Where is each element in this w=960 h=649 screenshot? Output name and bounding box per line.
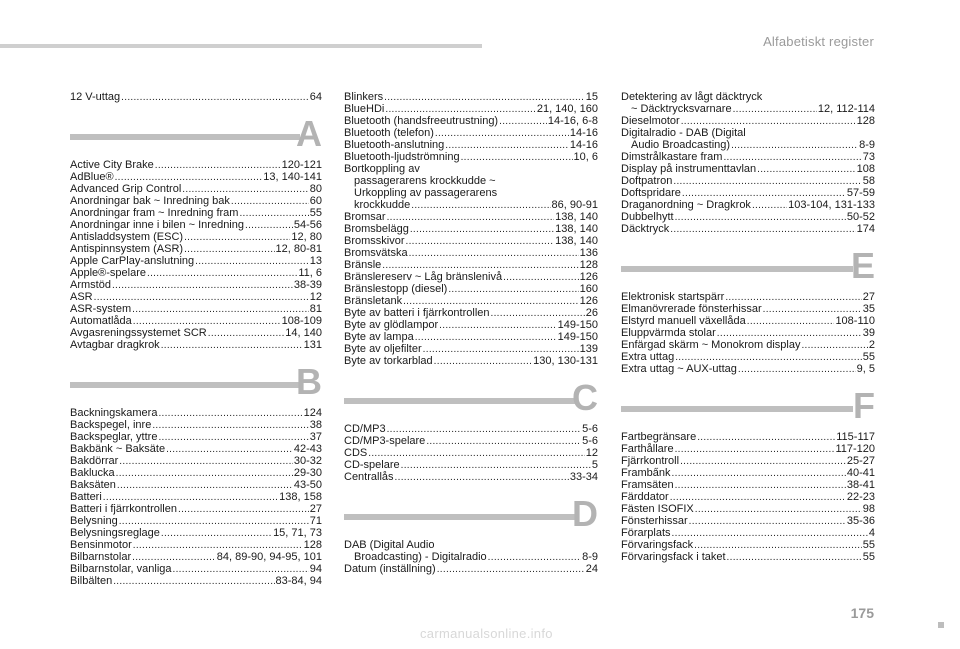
dot-leader bbox=[801, 341, 867, 352]
dot-leader bbox=[387, 213, 555, 224]
index-entry bbox=[344, 424, 598, 436]
index-entry-pages: 38 bbox=[309, 419, 322, 431]
index-entry-pages: 30-32 bbox=[293, 455, 322, 467]
index-entry bbox=[344, 248, 598, 260]
index-entry-pages: 12 bbox=[585, 446, 598, 459]
index-entry-pages: 12 bbox=[309, 291, 322, 303]
index-entry-pages: 138, 140 bbox=[555, 222, 598, 235]
corner-mark bbox=[938, 622, 944, 628]
index-entry bbox=[344, 212, 598, 224]
index-entry bbox=[344, 224, 598, 236]
index-entry-term: Extra uttag ~ AUX-uttag bbox=[621, 362, 737, 375]
index-entry-term: Färddator bbox=[621, 490, 669, 503]
dot-leader bbox=[245, 221, 293, 232]
section-heading-f: F bbox=[621, 384, 875, 428]
index-entry-term: Fartbegränsare bbox=[621, 430, 697, 443]
dot-leader bbox=[689, 517, 846, 528]
index-entry-pages: 115-117 bbox=[836, 430, 875, 443]
index-entry-term: Bakbänk ~ Baksäte bbox=[70, 443, 166, 455]
page-header-title: Alfabetiskt register bbox=[763, 34, 874, 49]
index-entry bbox=[621, 328, 875, 340]
index-entry-pages: 98 bbox=[862, 502, 875, 515]
dot-leader bbox=[161, 529, 272, 540]
index-entry-pages: 55 bbox=[309, 207, 322, 219]
index-entry-term: Bluetooth (telefon) bbox=[344, 127, 434, 139]
index-entry bbox=[621, 552, 875, 564]
index-entry-term: Bromsskivor bbox=[344, 234, 405, 247]
index-entry bbox=[621, 200, 875, 212]
index-entry-pages: 4 bbox=[868, 526, 875, 539]
dot-leader bbox=[401, 461, 591, 472]
index-entry-term: Anordningar bak ~ Inredning bak bbox=[70, 195, 230, 207]
index-entry-term: Bromsbelägg bbox=[344, 222, 409, 235]
index-entry-term: Anordningar fram ~ Inredning fram bbox=[70, 207, 239, 219]
index-entry-pages: 55 bbox=[862, 550, 875, 563]
index-entry-pages: 149-150 bbox=[557, 318, 598, 331]
dot-leader bbox=[158, 433, 308, 444]
dot-leader bbox=[410, 225, 554, 236]
index-entry-term: Dieselmotor bbox=[621, 114, 680, 127]
index-entry-pages: 12, 80-81 bbox=[275, 243, 322, 255]
watermark: carmanualsonline.info bbox=[420, 626, 553, 641]
index-entry-term: Förvaringsfack bbox=[621, 538, 694, 551]
index-entry-term: Datum (inställning) bbox=[344, 562, 436, 575]
index-entry bbox=[344, 436, 598, 448]
index-entry-term: Extra uttag bbox=[621, 350, 675, 363]
index-entry-term: Bränsle bbox=[344, 258, 382, 271]
index-entry-term: Bränslereserv ~ Låg bränslenivå bbox=[344, 270, 503, 283]
index-entry-pages: 80 bbox=[309, 183, 322, 195]
index-entry-term: Byte av glödlampor bbox=[344, 318, 439, 331]
index-entry-pages: 35 bbox=[862, 302, 875, 315]
index-entry bbox=[344, 564, 598, 576]
dot-leader bbox=[675, 481, 846, 492]
index-entry-pages: 14-16 bbox=[569, 127, 598, 139]
index-entry-term: Armstöd bbox=[70, 279, 111, 291]
index-entry bbox=[344, 344, 598, 356]
dot-leader bbox=[184, 245, 274, 256]
dot-leader bbox=[195, 257, 309, 268]
index-column-3 bbox=[621, 92, 875, 564]
index-entry-pages: 126 bbox=[579, 270, 598, 283]
dot-leader bbox=[738, 365, 856, 376]
index-entry-pages: 27 bbox=[309, 503, 322, 515]
index-entry-term: Bilbarnstolar bbox=[70, 551, 132, 563]
index-entry-term: Däcktryck bbox=[621, 222, 670, 235]
index-entry-pages: 15 bbox=[585, 91, 598, 103]
dot-leader bbox=[675, 445, 835, 456]
index-entry-pages: 29-30 bbox=[293, 467, 322, 479]
index-entry-pages: 73 bbox=[862, 150, 875, 163]
index-entry-term: AdBlue® bbox=[70, 171, 114, 183]
index-entry-term: CDS bbox=[344, 446, 368, 459]
index-entry-term: BlueHDi bbox=[344, 103, 385, 115]
index-entry-pages: 108 bbox=[856, 162, 875, 175]
index-entry-term: Baksäten bbox=[70, 479, 116, 491]
dot-leader bbox=[727, 553, 862, 564]
dot-leader bbox=[695, 505, 862, 516]
index-entry-pages: 38-41 bbox=[846, 478, 875, 491]
dot-leader bbox=[437, 565, 585, 576]
index-entry-term: Doftspridare bbox=[621, 186, 681, 199]
index-entry-term: Avgasreningssystemet SCR bbox=[70, 327, 207, 339]
index-entry bbox=[621, 224, 875, 236]
index-entry-term: Antisladdsystem (ESC) bbox=[70, 231, 184, 243]
index-entry-bortkoppling: Bortkoppling av passagerarens krockkudde ~ Urkoppling av passagerarens krockkudde ..... 86, 90-91 bbox=[344, 164, 598, 212]
index-entry-term: Fönsterhissar bbox=[621, 514, 688, 527]
index-entry-term: Framba̋nk bbox=[621, 466, 671, 479]
index-entry-pages: 14, 140 bbox=[285, 327, 322, 339]
index-entry-pages: 33-34 bbox=[569, 470, 598, 483]
index-entry-term: Dubbelhytt bbox=[621, 210, 674, 223]
dot-leader bbox=[231, 197, 309, 208]
index-entry-term: 12 V-uttag bbox=[70, 91, 121, 103]
dot-leader bbox=[406, 237, 555, 248]
dot-leader bbox=[147, 269, 297, 280]
index-entry bbox=[70, 340, 322, 352]
index-entry-pages: 24 bbox=[585, 562, 598, 575]
index-entry-pages: 5-6 bbox=[582, 434, 598, 447]
index-entry-pages: 84, 89-90, 94-95, 101 bbox=[216, 551, 322, 563]
index-entry-pages: 117-120 bbox=[835, 442, 875, 455]
index-entry-pages: 139 bbox=[579, 342, 598, 355]
index-entry bbox=[344, 296, 598, 308]
index-entry-term: Baklucka bbox=[70, 467, 115, 479]
dot-leader bbox=[152, 421, 308, 432]
index-entry-term: Fästen ISOFIX bbox=[621, 502, 694, 515]
dot-leader bbox=[112, 281, 293, 292]
index-entry-pages: 38-39 bbox=[293, 279, 322, 291]
index-entry bbox=[344, 472, 598, 484]
dot-leader bbox=[395, 473, 569, 484]
dot-leader bbox=[675, 213, 846, 224]
index-entry-pages: 149-150 bbox=[557, 330, 598, 343]
dot-leader bbox=[672, 469, 846, 480]
index-entry-term: Byte av torkarblad bbox=[344, 354, 433, 367]
index-entry bbox=[621, 492, 875, 504]
index-entry-term: Eluppvärmda stolar bbox=[621, 326, 716, 339]
dot-leader bbox=[117, 481, 293, 492]
index-entry-pages: 103-104, 131-133 bbox=[788, 198, 875, 211]
index-entry-term: Dimstrålkastare fram bbox=[621, 150, 723, 163]
index-entry-term: ASR bbox=[70, 291, 93, 303]
index-entry-pages: 131 bbox=[303, 339, 322, 351]
index-entry-pages: 50-52 bbox=[846, 210, 875, 223]
index-entry bbox=[621, 364, 875, 376]
index-entry-term: Bränslestopp (diesel) bbox=[344, 282, 448, 295]
index-entry-term: Batteri i fjärrkontrollen bbox=[70, 503, 177, 515]
index-entry bbox=[621, 456, 875, 468]
index-entry-term: Avtagbar dragkrok bbox=[70, 339, 160, 351]
index-entry-pages: 13, 140-141 bbox=[263, 171, 322, 183]
index-entry-term: Batteri bbox=[70, 491, 102, 503]
dot-leader bbox=[499, 117, 547, 128]
index-entry bbox=[344, 236, 598, 248]
index-entry-pages: 81 bbox=[309, 303, 322, 315]
index-entry-term: Belysningsreglage bbox=[70, 527, 160, 539]
index-entry bbox=[70, 92, 322, 104]
index-entry-pages: 58 bbox=[862, 174, 875, 187]
index-entry-term: Bluetooth-ljudströmning bbox=[344, 151, 460, 163]
index-entry bbox=[621, 304, 875, 316]
section-heading-e: E bbox=[621, 244, 875, 288]
index-entry-term: CD-spelare bbox=[344, 458, 400, 471]
dot-leader bbox=[448, 285, 578, 296]
index-entry-term: Byte av lampa bbox=[344, 330, 414, 343]
index-entry-term: Apple®-spelare bbox=[70, 267, 146, 279]
dot-leader bbox=[445, 141, 569, 152]
index-entry-term: Framsäten bbox=[621, 478, 674, 491]
index-entry bbox=[344, 308, 598, 320]
index-entry-term: Bilbälten bbox=[70, 575, 113, 587]
dot-leader bbox=[113, 577, 274, 588]
index-entry bbox=[344, 272, 598, 284]
dot-leader bbox=[184, 233, 290, 244]
dot-leader bbox=[434, 357, 533, 368]
index-entry-term: Centrallås bbox=[344, 470, 394, 483]
dot-leader bbox=[670, 225, 855, 236]
index-entry bbox=[621, 340, 875, 352]
index-entry bbox=[621, 468, 875, 480]
index-entry-pages: 55 bbox=[862, 350, 875, 363]
index-entry bbox=[621, 352, 875, 364]
index-entry-term: Automatlåda bbox=[70, 315, 132, 327]
index-entry-pages: 5 bbox=[591, 458, 598, 471]
index-entry-pages: 138, 140 bbox=[555, 210, 598, 223]
index-entry-pages: 21, 140, 160 bbox=[536, 103, 598, 115]
index-entry-pages: 39 bbox=[862, 326, 875, 339]
index-entry bbox=[70, 576, 322, 588]
index-entry-pages: 128 bbox=[303, 539, 322, 551]
index-entry-pages: 128 bbox=[856, 114, 875, 127]
index-entry-term: Elektronisk startspärr bbox=[621, 290, 725, 303]
index-entry-term: Draganordning ~ Dragkrok bbox=[621, 198, 751, 211]
dot-leader bbox=[680, 457, 846, 468]
index-entry bbox=[621, 540, 875, 552]
index-column-1 bbox=[70, 92, 322, 588]
index-entry-term: Antispinnsystem (ASR) bbox=[70, 243, 184, 255]
dot-leader bbox=[461, 153, 573, 164]
index-entry-pages: 120-121 bbox=[281, 159, 322, 171]
dot-leader bbox=[670, 493, 846, 504]
index-entry bbox=[344, 332, 598, 344]
index-entry-term: Förvaringsfack i taket bbox=[621, 550, 726, 563]
index-entry-pages: 71 bbox=[309, 515, 322, 527]
index-entry-pages: 2 bbox=[868, 338, 875, 351]
index-entry-pages: 13 bbox=[309, 255, 322, 267]
dot-leader bbox=[409, 249, 579, 260]
index-entry-term: Belysning bbox=[70, 515, 118, 527]
dot-leader bbox=[757, 165, 856, 176]
index-entry-term: Advanced Grip Control bbox=[70, 183, 182, 195]
index-entry-term: Enfärgad skärm ~ Monokrom display bbox=[621, 338, 801, 351]
index-entry-term: Doftpatron bbox=[621, 174, 673, 187]
index-entry bbox=[621, 432, 875, 444]
index-entry-term: Bluetooth (handsfreeutrustning) bbox=[344, 115, 499, 127]
index-entry-dab: DAB (Digital Audio Broadcasting) - Digitalradio ..... 8-9 bbox=[344, 540, 598, 564]
dot-leader bbox=[697, 433, 835, 444]
index-entry-term: Bromsvätska bbox=[344, 246, 408, 259]
index-entry-pages: 14-16, 6-8 bbox=[547, 115, 598, 127]
index-column-2 bbox=[344, 92, 598, 576]
index-entry-pages: 42-43 bbox=[293, 443, 322, 455]
index-entry bbox=[344, 356, 598, 368]
index-entry bbox=[621, 516, 875, 528]
index-entry-pages: 128 bbox=[579, 258, 598, 271]
index-entry-pages: 126 bbox=[579, 294, 598, 307]
index-entry-pages: 11, 6 bbox=[298, 267, 322, 279]
index-entry-pages: 35-36 bbox=[846, 514, 875, 527]
index-entry-pages: 12, 80 bbox=[291, 231, 322, 243]
index-entry-pages: 54-56 bbox=[293, 219, 322, 231]
index-entry-term: Bakdörrar bbox=[70, 455, 119, 467]
dot-leader bbox=[439, 321, 556, 332]
index-entry-term: Apple CarPlay-anslutning bbox=[70, 255, 195, 267]
index-entry-pages: 10, 6 bbox=[573, 151, 598, 163]
index-entry-term: CD/MP3-spelare bbox=[344, 434, 426, 447]
dot-leader bbox=[415, 333, 557, 344]
index-entry-term: Bilbarnstolar, vanliga bbox=[70, 563, 172, 575]
index-entry bbox=[344, 320, 598, 332]
index-entry-term: Bränsletank bbox=[344, 294, 403, 307]
index-entry bbox=[344, 284, 598, 296]
index-entry-pages: 108-110 bbox=[835, 314, 875, 327]
index-entry-pages: 124 bbox=[303, 407, 322, 419]
index-entry-pages: 108-109 bbox=[281, 315, 322, 327]
index-entry-term: Blinkers bbox=[344, 91, 384, 103]
index-entry-term: Bluetooth-anslutning bbox=[344, 139, 445, 151]
index-entry-pages: 5-6 bbox=[582, 422, 598, 435]
index-entry-term: Bromsar bbox=[344, 210, 386, 223]
section-heading-a: A bbox=[70, 112, 322, 156]
index-entry-pages: 22-23 bbox=[846, 490, 875, 503]
dot-leader bbox=[752, 201, 787, 212]
index-entry-term: Bensinmotor bbox=[70, 539, 132, 551]
index-entry-pages: 83-84, 94 bbox=[275, 575, 322, 587]
index-entry-pages: 15, 71, 73 bbox=[273, 527, 322, 539]
header-rule bbox=[0, 44, 482, 48]
index-entry bbox=[621, 188, 875, 200]
index-entry bbox=[621, 528, 875, 540]
index-entry bbox=[621, 504, 875, 516]
dot-leader bbox=[116, 469, 293, 480]
index-entry-term: Farthållare bbox=[621, 442, 674, 455]
index-entry-pages: 94 bbox=[309, 563, 322, 575]
dot-leader bbox=[435, 129, 569, 140]
index-entry bbox=[344, 260, 598, 272]
index-entry-pages: 60 bbox=[309, 195, 322, 207]
index-entry-pages: 37 bbox=[309, 431, 322, 443]
section-heading-c: C bbox=[344, 376, 598, 420]
index-entry bbox=[621, 292, 875, 304]
section-heading-d: D bbox=[344, 492, 598, 536]
index-entry-pages: 64 bbox=[309, 91, 322, 103]
index-entry-pages: 14-16 bbox=[569, 139, 598, 151]
index-entry-pages: 130, 130-131 bbox=[533, 354, 598, 367]
index-entry-term: Elstyrd manuell växellåda bbox=[621, 314, 746, 327]
index-entry-pages: 43-50 bbox=[293, 479, 322, 491]
index-entry-term: Fjärrkontroll bbox=[621, 454, 680, 467]
index-entry bbox=[621, 444, 875, 456]
dot-leader bbox=[158, 409, 302, 420]
dot-leader bbox=[166, 445, 293, 456]
dot-leader bbox=[119, 457, 293, 468]
dot-leader bbox=[426, 437, 581, 448]
index-entry-pages: 174 bbox=[856, 222, 875, 235]
index-entry bbox=[621, 316, 875, 328]
index-entry-term: Anordningar inne i bilen ~ Inredning bbox=[70, 219, 244, 231]
index-entry-term: Förarplats bbox=[621, 526, 671, 539]
index-entry-term: Backspeglar, yttre bbox=[70, 431, 158, 443]
index-entry bbox=[621, 480, 875, 492]
dot-leader bbox=[503, 273, 579, 284]
index-entry-pages: 57-59 bbox=[846, 186, 875, 199]
index-entry-term: Elmanövrerade fönsterhissar bbox=[621, 302, 762, 315]
index-entry-pages: 27 bbox=[862, 290, 875, 303]
dot-leader bbox=[673, 177, 861, 188]
index-entry-term: CD/MP3 bbox=[344, 422, 386, 435]
index-entry bbox=[344, 460, 598, 472]
index-entry-term: ASR-system bbox=[70, 303, 132, 315]
index-entry-pages: 26 bbox=[585, 306, 598, 319]
dot-leader bbox=[208, 329, 285, 340]
index-entry-pages: 40-41 bbox=[846, 466, 875, 479]
index-entry-term: Display på instrumenttavlan bbox=[621, 162, 757, 175]
page-number: 175 bbox=[850, 605, 874, 621]
index-entry-term: Backningskamera bbox=[70, 407, 158, 419]
index-entry-pages: 138, 158 bbox=[279, 491, 322, 503]
index-entry bbox=[344, 448, 598, 460]
index-entry-pages: 25-27 bbox=[846, 454, 875, 467]
index-entry bbox=[621, 212, 875, 224]
dot-leader bbox=[672, 529, 868, 540]
index-entry-pages: 55 bbox=[862, 538, 875, 551]
index-entry-term: Active City Brake bbox=[70, 159, 154, 171]
index-entry-detektering: Detektering av lågt däcktryck ~ Däcktrycksvarnare ..... 12, 112-114 bbox=[621, 92, 875, 116]
dot-leader bbox=[121, 93, 309, 104]
index-entry-pages: 160 bbox=[579, 282, 598, 295]
index-entry-term: Byte av oljefilter bbox=[344, 342, 422, 355]
index-entry bbox=[70, 280, 322, 292]
index-entry-pages: 136 bbox=[579, 246, 598, 259]
section-heading-b: B bbox=[70, 360, 322, 404]
index-entry bbox=[621, 176, 875, 188]
dot-leader bbox=[178, 505, 309, 516]
dot-leader bbox=[155, 161, 281, 172]
index-entry bbox=[621, 164, 875, 176]
index-entry-term: Backspegel, inre bbox=[70, 419, 152, 431]
index-entry bbox=[621, 152, 875, 164]
dot-leader bbox=[368, 449, 585, 460]
index-entry-pages: 9, 5 bbox=[856, 362, 875, 375]
index-entry-digitalradio: Digitalradio - DAB (Digital Audio Broadcasting) ..... 8-9 bbox=[621, 128, 875, 152]
index-entry-pages: 138, 140 bbox=[555, 234, 598, 247]
dot-leader bbox=[747, 317, 835, 328]
dot-leader bbox=[161, 341, 303, 352]
index-entry-term: Byte av batteri i fjärrkontrollen bbox=[344, 306, 490, 319]
